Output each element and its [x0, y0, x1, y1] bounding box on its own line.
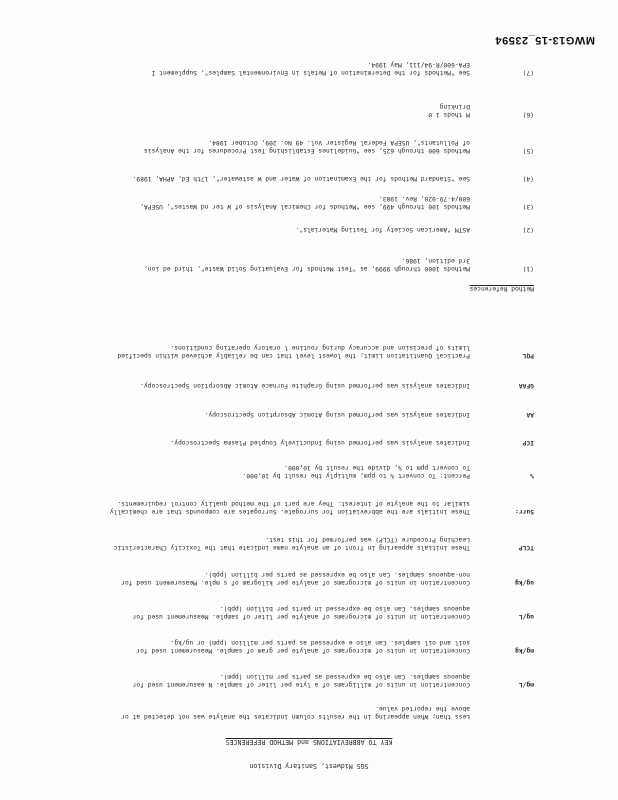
abbreviation-term: mg/L — [518, 681, 534, 688]
abbreviation-term: PQL — [522, 352, 534, 359]
definition-line: soil and oil samples. Can also e expressed as parts per million (ppm) or ug/kg. — [170, 638, 470, 646]
page-title: KEY TO ABBREVIATIONS and METHOD REFERENCES — [225, 738, 393, 746]
definition-line: Leaching Procedure (TCLP) was performed for this test. — [265, 535, 470, 543]
reference-line: Methods 100 through 499, see "Methods for Chemical Analysis of W ter nd Wastes", USEPA, — [140, 203, 470, 210]
document-id-stamp: MWG13-15_23594 — [495, 34, 595, 46]
definition-line: Indicates analysis was performed using Graphite Furnace Atomic Absorption Spectroscopy. — [140, 382, 470, 389]
definition-line: These initials appearing in front of an analyte name indicate that the Toxicity Characteristic — [113, 544, 470, 551]
reference-text — [40, 59, 470, 76]
definition-line: Percent: To convert % to ppm, multiply the result by 10,000. — [242, 472, 470, 479]
abbreviation-term: AA — [526, 411, 534, 418]
definition-line: above the reported value. — [375, 704, 470, 712]
reference-number: (4) — [522, 175, 534, 182]
organization-name: SGS Midwest, Sanitary Division — [249, 762, 369, 770]
definition-line: Less than; When appearing in the results column indicates the analyte was not detected at or — [121, 713, 470, 720]
reference-number: (5) — [522, 147, 534, 154]
abbreviation-definition — [50, 637, 470, 654]
abbreviation-definition — [50, 498, 470, 515]
abbreviation-definition — [50, 410, 470, 418]
reference-line: Drinking — [439, 102, 470, 110]
abbreviation-definition — [50, 671, 470, 688]
reference-line: See "Methods for the Determination of Metals in Environmental Samples", Supplement I — [151, 69, 470, 76]
definition-line: Practical Quantitation Limit; the lowest level that can be reliably achieved within specified — [117, 352, 470, 359]
definition-line: Concentration in units of micrograms of analyte per gram of sample. Measurement used for — [136, 647, 470, 654]
reference-line: 600/4-79-020, Rev. 1983. — [379, 194, 470, 202]
reference-line: Methods 600 through 625, see "Guidelines Establishing Test Procedures for the Analysis — [143, 147, 470, 154]
definition-line: Indicates analysis was performed using Inductively Coupled Plasma Spectroscopy. — [170, 439, 470, 446]
abbreviation-term: ICP — [522, 439, 534, 446]
reference-line: Methods 1000 through 9999, as "Test Methods for Evaluating Solid Waste", third ed ion, — [143, 265, 470, 272]
reference-number: (6) — [522, 111, 534, 118]
abbreviation-definition — [50, 534, 470, 551]
abbreviation-definition — [50, 342, 470, 359]
reference-text — [40, 255, 470, 272]
definition-line: aqueous samples. Can also be expressed as parts per million (ppm). — [219, 672, 470, 680]
reference-text — [40, 225, 470, 233]
reference-number: (3) — [522, 203, 534, 210]
reference-line: EPA-600/R-94/111, May 1994. — [367, 60, 470, 68]
abbreviation-definition — [50, 569, 470, 586]
abbreviation-definition — [50, 462, 470, 479]
abbreviation-term: Surr: — [515, 508, 534, 515]
definition-line: Indicates analysis was performed using Atomic Absorption Spectroscopy. — [204, 411, 470, 418]
definition-line: These initials are the abbreviation for surrogate. Surrogates are compounds that are chemically — [109, 508, 470, 515]
definition-line: non-aqueous samples. Can also be expressed as parts per billion (ppb). — [204, 570, 470, 578]
abbreviation-term: ug/L — [518, 613, 534, 620]
reference-text — [40, 101, 470, 118]
reference-line: of Pollutants", USEPA Federal Register Vol. 49 No. 209, October 1984. — [208, 138, 470, 146]
abbreviation-term: % — [530, 472, 534, 479]
reference-number: (1) — [522, 265, 534, 272]
definition-line: similar to the analyte of interest. They are part of the method quality control requirements. — [117, 499, 470, 507]
abbreviation-term: mg/kg — [515, 647, 534, 654]
definition-line: limits of precision and accuracy during routine l oratory operating conditions. — [170, 343, 470, 351]
reference-text — [40, 137, 470, 154]
reference-text — [40, 174, 470, 182]
references-label: Method References — [469, 285, 534, 292]
reference-line: 3rd edition, 1986. — [401, 256, 470, 264]
reference-number: (7) — [522, 69, 534, 76]
definition-line: To convert ppm to %, divide the result by 10,000. — [284, 463, 470, 471]
reference-number: (2) — [522, 226, 534, 233]
abbreviation-term: ug/kg — [515, 579, 534, 586]
reference-line: ASTM "American Society for Testing Materials". — [295, 226, 470, 233]
definition-line: aqueous samples. Can also be expressed in parts per billion (ppb). — [219, 604, 470, 612]
abbreviation-definition — [50, 603, 470, 620]
definition-line: Concentration in units of micrograms of analyte per kilogram of s mple. Measurement used for — [121, 579, 470, 586]
reference-text — [40, 193, 470, 210]
abbreviation-term: GFAA — [518, 382, 534, 389]
definition-line: Concentration in units of milligrams of a lyte per liter of sample. N easurement used for — [132, 681, 470, 688]
reference-line: See "Standard Methods for the Examination of Water and W astewater", 17th Ed, APHA, 1989. — [132, 175, 470, 182]
definition-line: Concentration in units of micrograms of analyte per liter of sample. Measurement used for — [132, 613, 470, 620]
abbreviation-definition — [50, 703, 470, 720]
abbreviation-term: TCLP — [518, 544, 534, 551]
reference-line: M thods 1 0 — [428, 111, 470, 118]
abbreviation-definition — [50, 438, 470, 446]
abbreviation-definition — [50, 381, 470, 389]
